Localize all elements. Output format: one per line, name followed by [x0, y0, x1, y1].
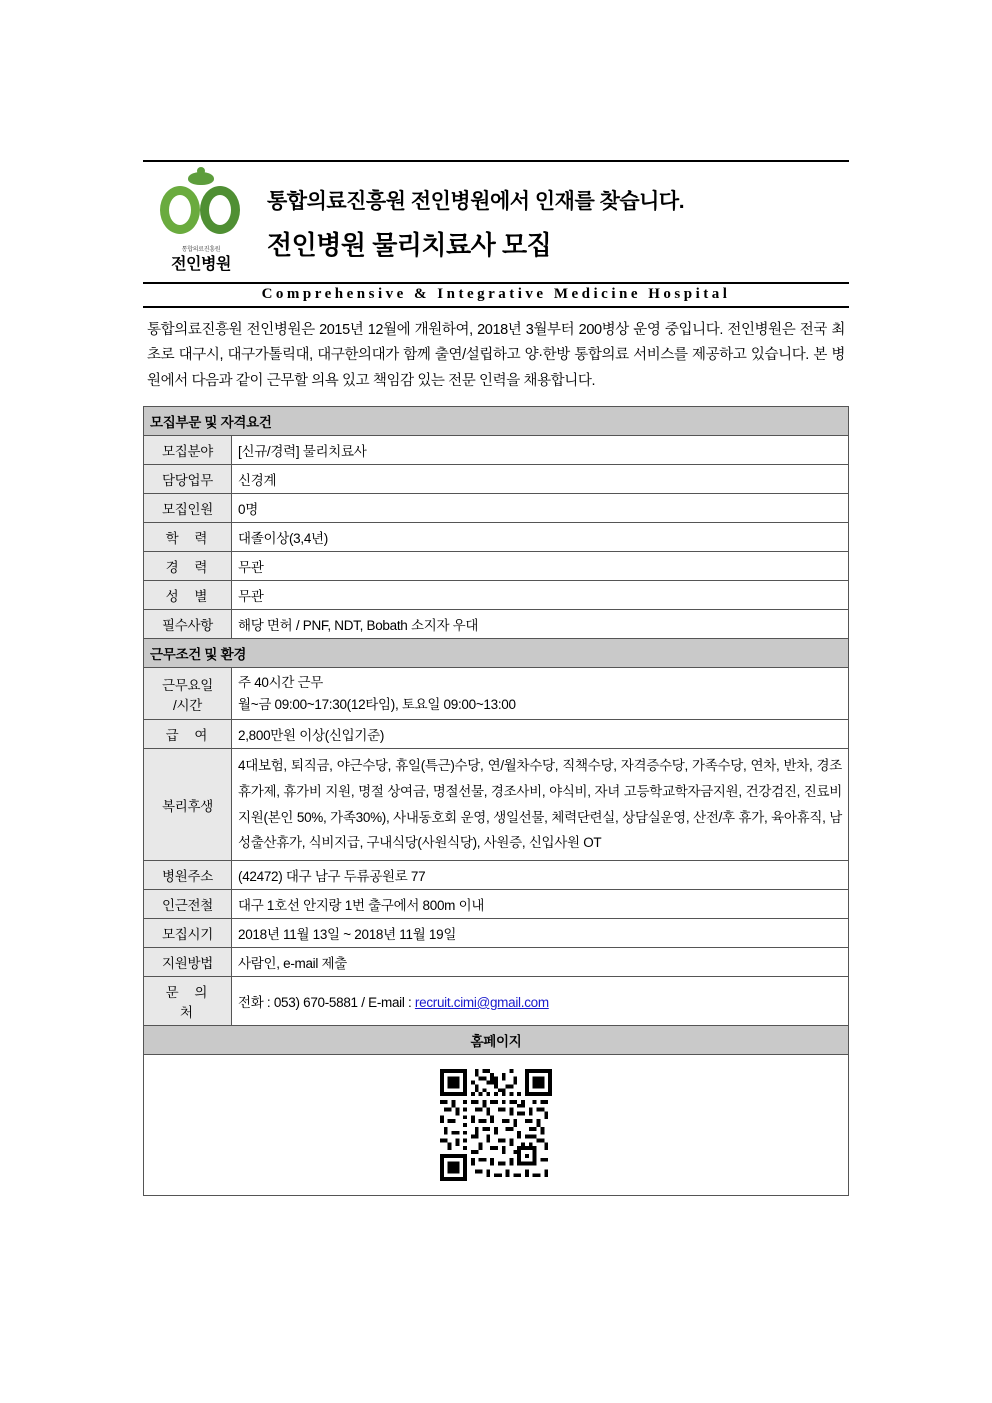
row-label-workdays [144, 668, 232, 720]
title-block [267, 185, 849, 262]
row-value-education: 대졸이상(3,4년) [232, 523, 849, 552]
job-posting-document [143, 160, 849, 1196]
row-label-period: 모집시기 [144, 918, 232, 947]
row-value-salary: 2,800만원 이상(신입기준) [232, 720, 849, 749]
row-value-gender: 무관 [232, 581, 849, 610]
logo-mark-icon [158, 172, 244, 246]
row-value-workdays [232, 668, 849, 720]
intro-paragraph: 통합의료진흥원 전인병원은 2015년 12월에 개원하여, 2018년 3월부터 200병상 운영 중입니다. 전인병원은 전국 최초로 대구시, 대구가톨릭대, 대구한의대가 함께 출연/설립하고 양·한방 통합의료 서비스를 제공하고 있습니다. 본 병원에서 다음과 같이 근무할 의욕 있고 책임감 있는 전문 인력을 채용합니다. [147, 322, 845, 389]
info-table [143, 406, 849, 1196]
table-row [144, 976, 849, 1025]
workdays-value-line2: 월~금 09:00~17:30(12타임), 토요일 09:00~13:00 [238, 696, 516, 712]
english-tagline: Comprehensive & Integrative Medicine Hospital [143, 282, 849, 308]
table-row [144, 668, 849, 720]
ring-left-icon [160, 186, 200, 234]
top-divider [143, 160, 849, 162]
row-value-period: 2018년 11월 13일 ~ 2018년 11월 19일 [232, 918, 849, 947]
row-value-experience: 무관 [232, 552, 849, 581]
row-value-contact [232, 976, 849, 1025]
row-label-benefits: 복리후생 [144, 749, 232, 861]
qr-code-cell [144, 1054, 849, 1195]
row-value-headcount: 0명 [232, 494, 849, 523]
contact-email-link[interactable]: recruit.cimi@gmail.com [414, 994, 549, 1010]
table-row [144, 889, 849, 918]
table-row [144, 523, 849, 552]
section-header-recruit-label: 모집부문 및 자격요건 [144, 407, 849, 436]
document-header [143, 172, 849, 274]
contact-phone-text: 전화 : 053) 670-5881 / E-mail : [238, 994, 415, 1010]
row-label-education: 학 력 [144, 523, 232, 552]
workdays-value-line1: 주 40시간 근무 [238, 675, 324, 691]
row-label-apply: 지원방법 [144, 947, 232, 976]
row-value-benefits: 4대보험, 퇴직금, 야근수당, 휴일(특근)수당, 연/월차수당, 직책수당, 자격증수당, 가족수당, 연차, 반차, 경조휴가제, 휴가비 지원, 명절 상여금, 명절선물, 경조사비, 야식비, 자녀 고등학교학자금지원, 건강검진, 진료비지원(본인 50%, 가족30%), 사내동호회 운영, 생일선물, 체력단련실, 상담실운영, 산전/후 휴가, 육아휴직, 남성출산휴가, 식비지급, 구내식당(사원식당), 사원증, 신입사원 OT [232, 749, 849, 861]
row-value-subway: 대구 1호선 안지랑 1번 출구에서 800m 이내 [232, 889, 849, 918]
section-header-homepage [144, 1025, 849, 1054]
headline-subtitle: 통합의료진흥원 전인병원에서 인재를 찾습니다. [267, 189, 685, 213]
logo-sub-text: 통합의료진흥원 [181, 247, 221, 253]
table-row [144, 552, 849, 581]
hospital-logo [153, 172, 249, 274]
table-row [144, 860, 849, 889]
table-row [144, 720, 849, 749]
section-header-homepage-label: 홈페이지 [144, 1025, 849, 1054]
qr-code-icon[interactable] [440, 1069, 552, 1181]
section-header-work [144, 639, 849, 668]
row-label-salary: 급 여 [144, 720, 232, 749]
table-row [144, 494, 849, 523]
row-value-field: [신규/경력] 물리치료사 [232, 436, 849, 465]
workdays-label-line2: /시간 [173, 697, 202, 713]
row-label-gender: 성 별 [144, 581, 232, 610]
row-label-address: 병원주소 [144, 860, 232, 889]
row-value-apply: 사람인, e-mail 제출 [232, 947, 849, 976]
row-label-experience: 경 력 [144, 552, 232, 581]
row-label-headcount: 모집인원 [144, 494, 232, 523]
table-row [144, 465, 849, 494]
table-row [144, 581, 849, 610]
table-row [144, 749, 849, 861]
table-row [144, 610, 849, 639]
row-label-subway: 인근전철 [144, 889, 232, 918]
qr-row [144, 1054, 849, 1195]
row-value-duty: 신경계 [232, 465, 849, 494]
row-label-field: 모집분야 [144, 436, 232, 465]
table-row [144, 436, 849, 465]
row-label-requirements: 필수사항 [144, 610, 232, 639]
section-header-work-label: 근무조건 및 환경 [144, 639, 849, 668]
row-value-requirements: 해당 면허 / PNF, NDT, Bobath 소지자 우대 [232, 610, 849, 639]
table-row [144, 947, 849, 976]
section-header-recruit [144, 407, 849, 436]
page-title: 전인병원 물리치료사 모집 [267, 229, 552, 260]
table-row [144, 918, 849, 947]
leaf-icon [188, 172, 214, 185]
row-label-duty: 담당업무 [144, 465, 232, 494]
row-value-address: (42472) 대구 남구 두류공원로 77 [232, 860, 849, 889]
ring-right-icon [200, 186, 240, 234]
row-label-contact: 문 의 처 [144, 976, 232, 1025]
workdays-label-line1: 근무요일 [162, 677, 213, 693]
logo-name-text: 전인병원 [171, 256, 231, 273]
